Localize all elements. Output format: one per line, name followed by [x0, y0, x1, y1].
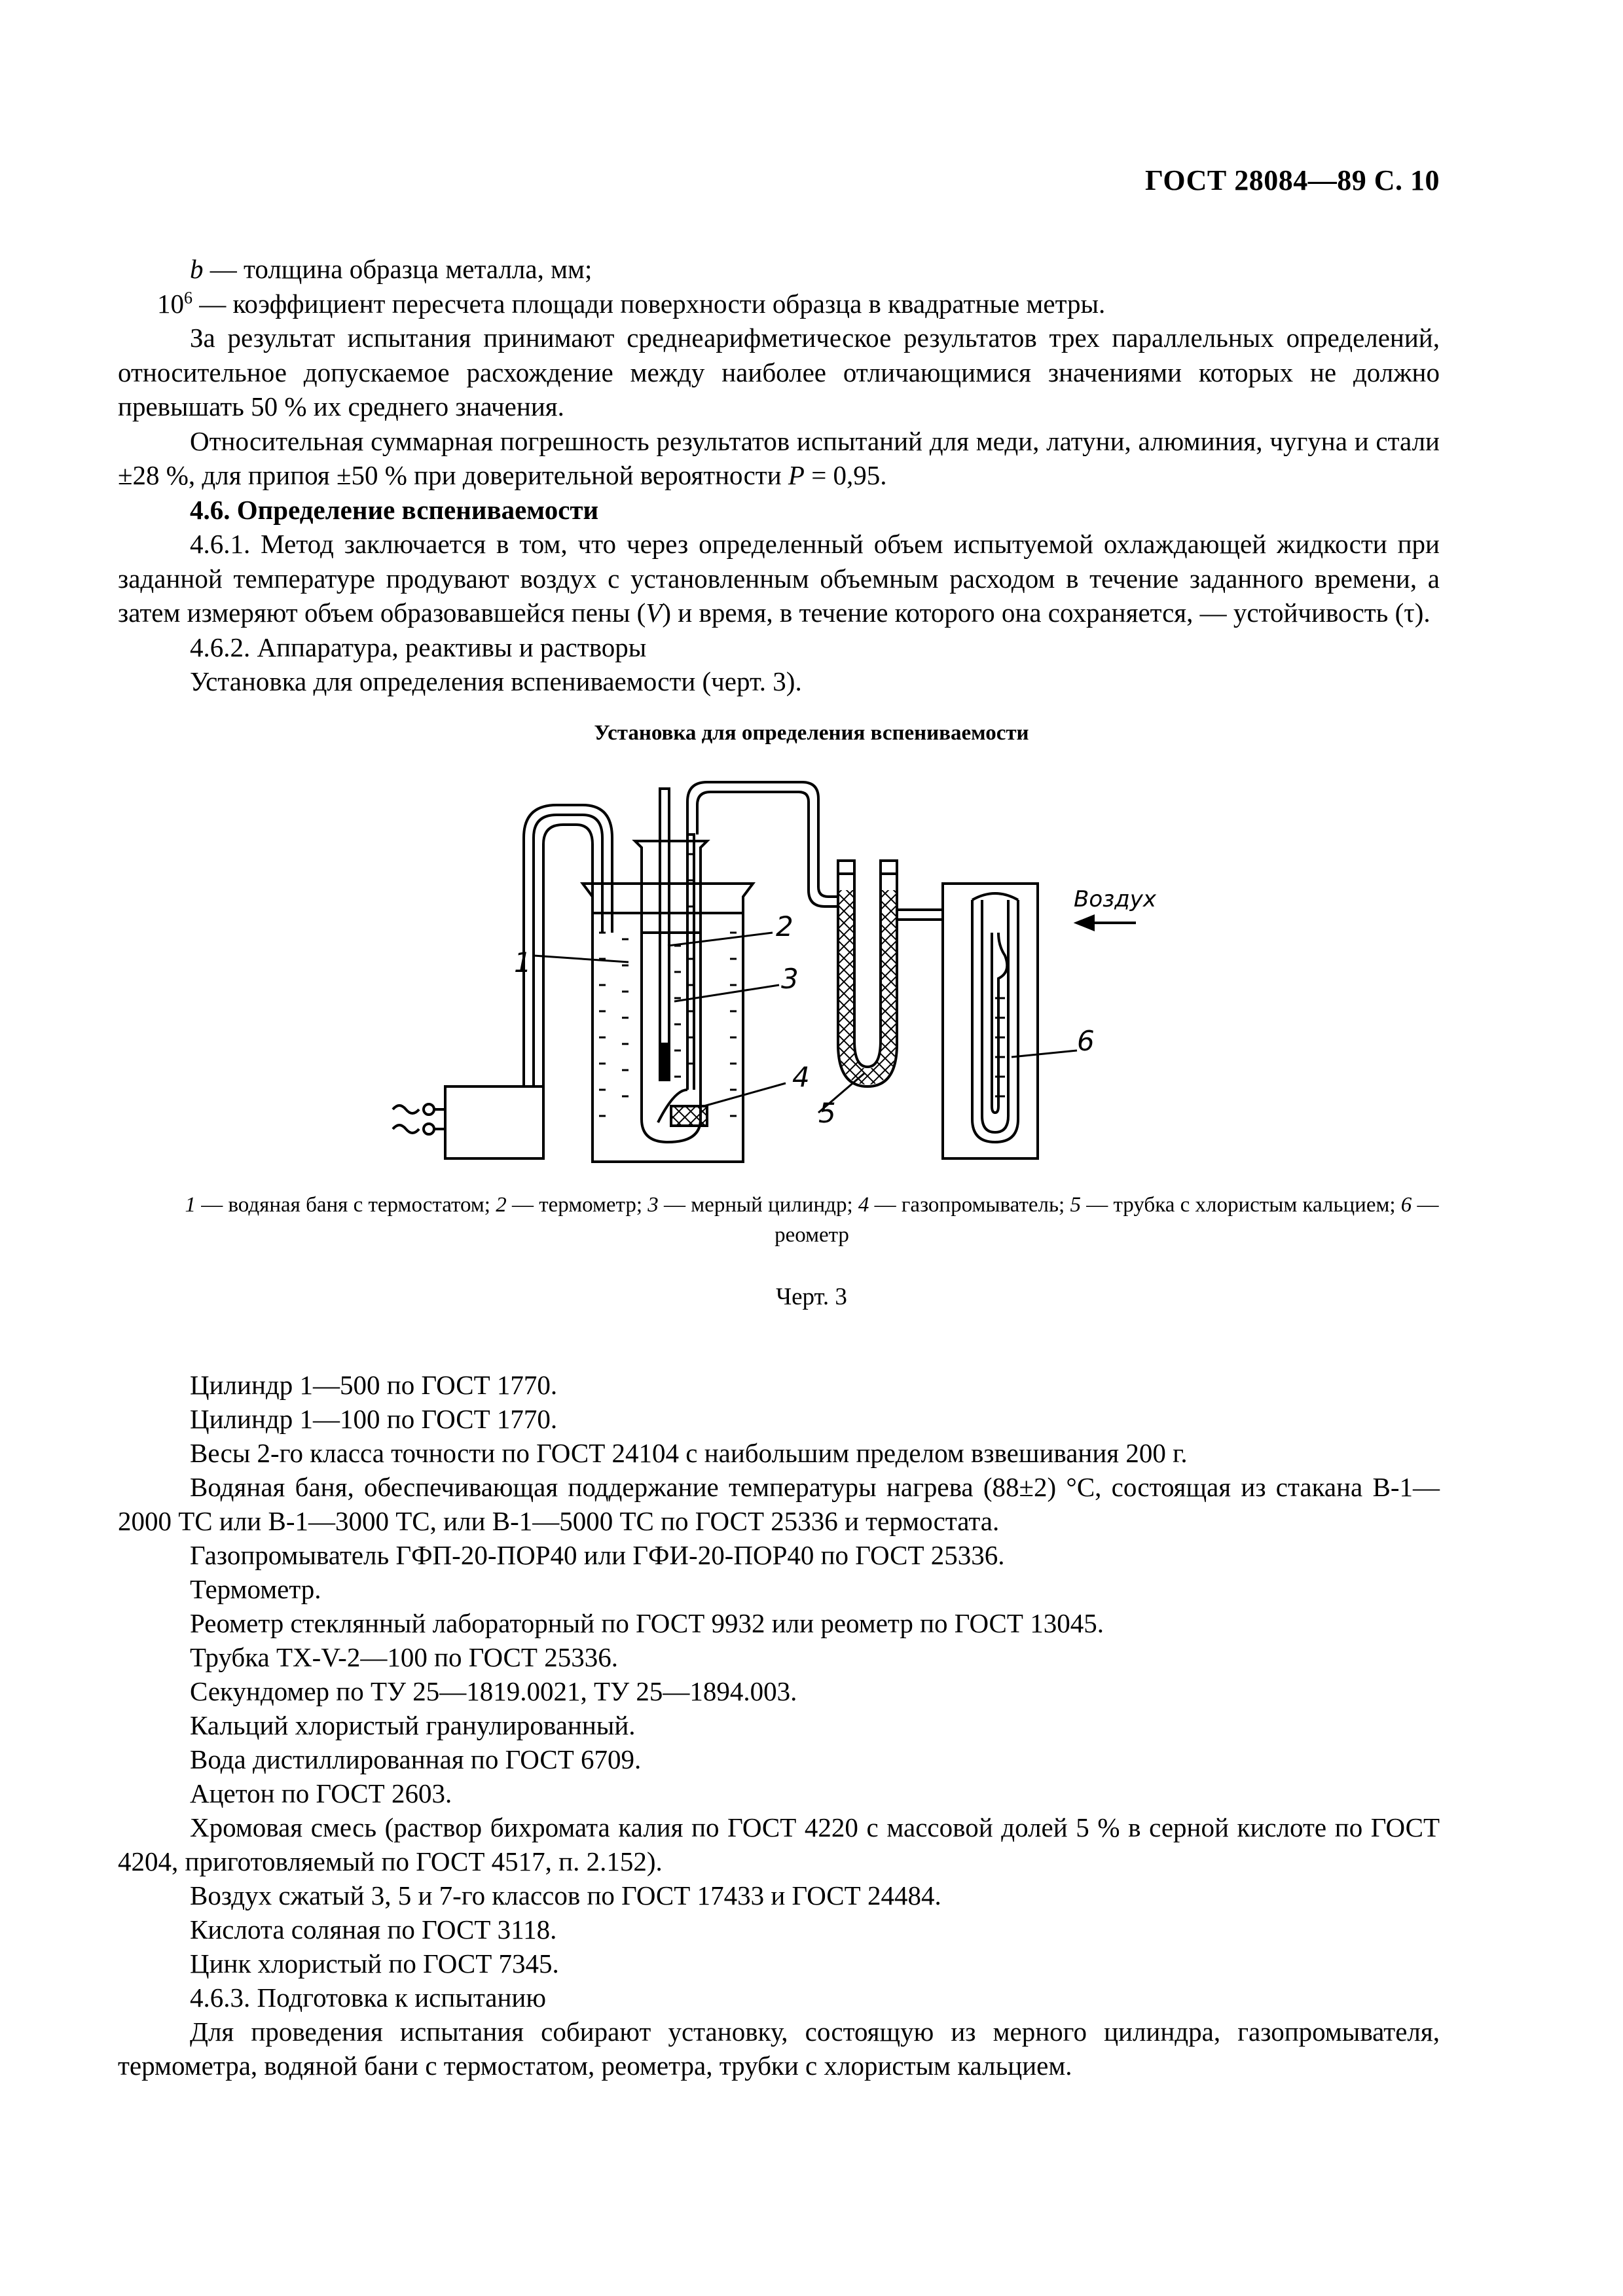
air-inlet-arrow: [1077, 916, 1136, 929]
caption-text-5: — трубка с хлористым кальцием;: [1080, 1193, 1401, 1217]
thermometer: [660, 789, 669, 1080]
p461-text-b: ) и время, в течение которого она сохраняется, — устойчивость (τ).: [662, 598, 1431, 628]
list-item: Секундомер по ТУ 25—1819.0021, ТУ 25—1894.003.: [190, 1676, 797, 1706]
caption-text-4: — газопромыватель;: [869, 1193, 1070, 1217]
paragraph-result: За результат испытания принимают среднеарифметическое результатов трех параллельных определений, относительное допускаемое расхождение между наиболее отличающимися значениями которых не должно превышать 50 % их среднего значения.: [118, 323, 1440, 422]
calcium-chloride-tube: [838, 861, 943, 1086]
list-item: Весы 2-го класса точности по ГОСТ 24104 с наибольшим пределом взвешивания 200 г.: [190, 1438, 1188, 1468]
diagram-label-1: 1: [514, 946, 532, 978]
caption-num-5: 5: [1070, 1193, 1081, 1217]
running-header: ГОСТ 28084—89 С. 10: [1144, 164, 1440, 196]
paragraph-preparation: Для проведения испытания собирают установку, состоящую из мерного цилиндра, газопромывателя, термометра, водяной бани с термостатом, реометра, трубки с хлористым кальцием.: [118, 2017, 1440, 2081]
list-item: Цинк хлористый по ГОСТ 7345.: [190, 1948, 559, 1979]
paragraph-ustanovka: Установка для определения вспениваемости (черт. 3).: [190, 666, 802, 696]
subsection-heading-4-6-3: 4.6.3. Подготовка к испытанию: [190, 1982, 546, 2013]
list-item: Хромовая смесь (раствор бихромата калия по ГОСТ 4220 с массовой долей 5 % в серной кислоте по ГОСТ 4204, приготовляемый по ГОСТ 4517, п. 2.152).: [118, 1812, 1440, 1876]
diagram-label-5: 5: [818, 1097, 836, 1129]
error-text-a: Относительная суммарная погрешность результатов испытаний для меди, латуни, алюминия, чугуна и стали ±28 %, для припоя ±50 % при доверительной вероятности: [118, 425, 1440, 490]
caption-num-1: 1: [185, 1193, 196, 1217]
caption-num-4: 4: [858, 1193, 869, 1217]
caption-text-3: — мерный цилиндр;: [658, 1193, 858, 1217]
definition-b-text: — толщина образца металла, мм;: [203, 254, 593, 284]
list-item: Кальций хлористый гранулированный.: [190, 1710, 636, 1740]
caption-text-6: — реометр: [775, 1193, 1439, 1247]
paragraph-4-6-1: [118, 527, 1440, 630]
var-b: b: [190, 254, 204, 284]
error-text-b: = 0,95.: [804, 460, 887, 490]
equipment-list: [118, 1368, 1440, 2083]
diagram-label-3: 3: [781, 963, 799, 995]
list-item: Трубка ТХ-V-2—100 по ГОСТ 25336.: [190, 1642, 618, 1672]
list-item: Водяная баня, обеспечивающая поддержание температуры нагрева (88±2) °С, состоящая из стакана В-1—2000 ТС или В-1—3000 ТС, или В-1—5000 ТС по ГОСТ 25336 и термостата.: [118, 1472, 1440, 1536]
diagram-label-6: 6: [1077, 1025, 1095, 1057]
ten6-exp: 6: [184, 287, 192, 307]
apparatus-diagram: [367, 776, 1270, 1175]
var-v: V: [646, 598, 663, 628]
list-item: Вода дистиллированная по ГОСТ 6709.: [190, 1744, 642, 1774]
list-item: Газопромыватель ГФП-20-ПОР40 или ГФИ-20-ПОР40 по ГОСТ 25336.: [190, 1540, 1005, 1570]
caption-num-3: 3: [647, 1193, 659, 1217]
diagram-label-4: 4: [792, 1061, 810, 1093]
section-heading-4-6: 4.6. Определение вспениваемости: [190, 494, 599, 525]
definition-10e6-text: — коэффициент пересчета площади поверхности образца в квадратные метры.: [192, 288, 1106, 319]
list-item: Воздух сжатый 3, 5 и 7-го классов по ГОСТ 17433 и ГОСТ 24484.: [190, 1880, 941, 1910]
caption-num-6: 6: [1400, 1193, 1412, 1217]
ten6-base: 10: [157, 288, 184, 319]
list-item: Цилиндр 1—500 по ГОСТ 1770.: [190, 1370, 558, 1400]
list-item: Цилиндр 1—100 по ГОСТ 1770.: [190, 1404, 558, 1434]
paragraph-4-6-2: 4.6.2. Аппаратура, реактивы и растворы: [190, 632, 647, 662]
figure-title: Установка для определения вспениваемости: [594, 721, 1029, 745]
top-text-block: [118, 252, 1440, 699]
rheometer: [943, 884, 1038, 1158]
p461-text-a: 4.6.1. Метод заключается в том, что через определенный объем испытуемой охлаждающей жидкости при заданной температуре продувают воздух с установленным объемным расходом в течение заданного времени, а затем измеряют объем образовавшейся пены (: [118, 529, 1440, 628]
diagram-label-2: 2: [776, 910, 793, 942]
thermostat-tubing: [524, 805, 612, 1086]
thermostat-box: [393, 1086, 543, 1158]
var-p: P: [788, 460, 805, 490]
list-item: Кислота соляная по ГОСТ 3118.: [190, 1914, 557, 1945]
measuring-cylinder: [635, 841, 707, 1142]
figure-caption: [183, 1190, 1440, 1250]
definition-b: [118, 252, 1440, 287]
list-item: Термометр.: [190, 1574, 321, 1604]
list-item: Реометр стеклянный лабораторный по ГОСТ 9932 или реометр по ГОСТ 13045.: [190, 1608, 1104, 1638]
paragraph-error: [118, 424, 1440, 493]
diagram-label-air: Воздух: [1074, 886, 1156, 912]
definition-10e6: [118, 287, 1440, 321]
figure-number: Черт. 3: [776, 1283, 847, 1310]
list-item: Ацетон по ГОСТ 2603.: [190, 1778, 452, 1808]
caption-text-1: — водяная баня с термостатом;: [195, 1193, 496, 1217]
caption-num-2: 2: [496, 1193, 507, 1217]
gas-washer: [658, 782, 838, 1126]
caption-text-2: — термометр;: [506, 1193, 648, 1217]
